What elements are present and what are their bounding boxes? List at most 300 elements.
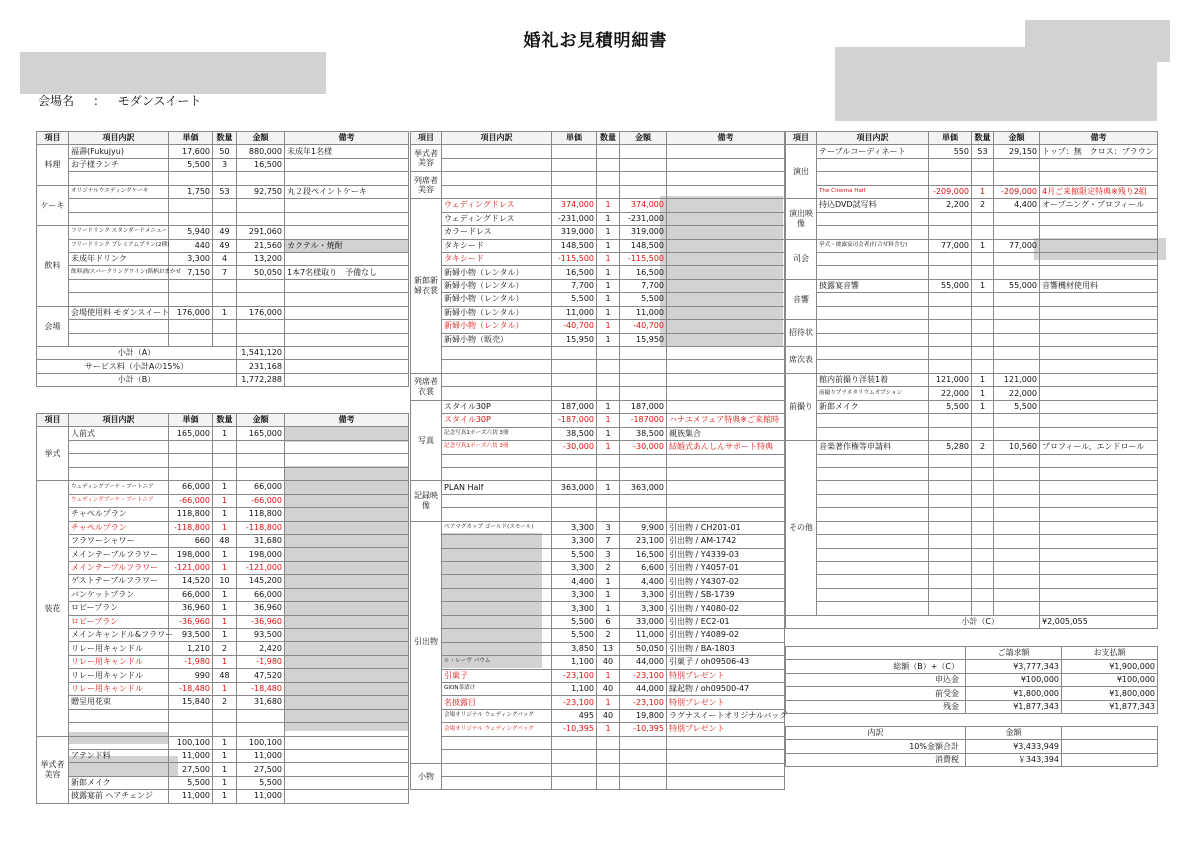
quantity: 1 [213,427,237,440]
table-row [411,709,785,722]
note: 特別プレゼント [667,723,785,736]
quantity [972,602,994,615]
item-detail: 名披露目 [442,696,552,709]
item-detail: スタイル30P [442,414,552,427]
item-detail [817,575,929,588]
quantity: 2 [972,441,994,454]
item-detail [442,145,552,158]
note [285,790,409,803]
item-detail: ゲストテーブルフラワー [69,575,169,588]
unit-price: 198,000 [169,548,213,561]
item-detail: 飲料酒/スパークリングワイン(銘柄おまかせ [69,266,169,279]
table-row [37,790,409,803]
amount: 44,000 [620,682,667,695]
quantity: 1 [597,400,620,413]
category-cell: 挙式者美容 [37,736,69,803]
quantity: 1 [597,226,620,239]
table-row [786,360,1158,373]
header-item: 項目 [786,132,817,145]
note [285,320,409,333]
unit-price: 3,300 [552,535,597,548]
amount [994,347,1040,360]
item-detail: ウェディングドレス [442,212,552,225]
unit-price [552,467,597,480]
table-row [411,306,785,319]
unit-price [552,750,597,763]
category-cell: 前撮り [786,373,817,440]
category-cell: 演出 [786,145,817,199]
quantity [597,387,620,400]
table-row [411,252,785,265]
header-detail: 項目内訳 [69,414,169,427]
note: 引出物 / Y4089-02 [667,629,785,642]
unit-price: 1,100 [552,656,597,669]
quantity: 3 [597,521,620,534]
note [1040,535,1158,548]
item-detail [442,642,552,655]
quantity [597,185,620,198]
item-detail [817,293,929,306]
unit-price: 100,100 [169,736,213,749]
note [1040,347,1158,360]
item-detail [817,467,929,480]
unit-price [169,467,213,480]
header-invoice-amount: ご請求額 [966,647,1062,660]
note: 引出物 / CH201-01 [667,521,785,534]
item-detail [817,212,929,225]
header-note: 備考 [285,414,409,427]
amount [994,562,1040,575]
note [285,763,409,776]
unit-price: 5,500 [169,776,213,789]
unit-price [929,494,972,507]
quantity: 1 [597,239,620,252]
header-unit-price: 単価 [929,132,972,145]
document-title: 婚礼お見積明細書 [523,31,668,51]
amount [620,750,667,763]
deposit-row [786,673,1158,686]
quantity [213,723,237,736]
table-row [411,373,785,386]
table-row [411,562,785,575]
unit-price: 3,300 [552,562,597,575]
unit-price: -209,000 [929,185,972,198]
table-row [411,360,785,373]
unit-price: -10,395 [552,723,597,736]
note [285,212,409,225]
amount [237,199,285,212]
header-detail: 項目内訳 [442,132,552,145]
note [1040,467,1158,480]
amount [620,360,667,373]
amount [620,172,667,185]
amount [620,494,667,507]
quantity [597,454,620,467]
unit-price: 14,520 [169,575,213,588]
amount [237,723,285,736]
table-row [411,777,785,790]
header-qty: 数量 [213,132,237,145]
estimate-table-ceremony-body [37,427,409,803]
note [1040,212,1158,225]
header-item: 項目 [37,132,69,145]
table-row [786,226,1158,239]
unit-price: -115,500 [552,252,597,265]
item-detail: メインテーブルフラワー [69,561,169,574]
item-detail [817,562,929,575]
table-row [786,548,1158,561]
table-row [37,199,409,212]
unit-price [169,454,213,467]
table-row [37,320,409,333]
quantity [972,226,994,239]
note [667,454,785,467]
header-tax-amount: 金額 [966,727,1062,740]
note [285,521,409,534]
table-row [786,400,1158,413]
unit-price [552,158,597,171]
note: 結婚式あんしんサポート特典 [667,441,785,454]
balance-label: 残金 [786,700,966,713]
unit-price [929,467,972,480]
amount: -18,480 [237,682,285,695]
quantity [213,279,237,292]
subtotal-label: 小計（A） [37,347,237,360]
unit-price [929,333,972,346]
quantity: 1 [213,602,237,615]
table-row [37,440,409,453]
item-detail [69,736,169,749]
amount: -115,500 [620,252,667,265]
item-detail [69,279,169,292]
item-detail [442,750,552,763]
table-row [411,763,785,776]
table-row [411,535,785,548]
quantity: 40 [597,656,620,669]
table-row [411,467,785,480]
quantity [972,427,994,440]
amount [994,467,1040,480]
item-detail: 新婦小物（レンタル） [442,279,552,292]
unit-price: -40,700 [552,320,597,333]
quantity [972,535,994,548]
quantity [597,145,620,158]
quantity: 53 [972,145,994,158]
table-row [411,642,785,655]
item-detail: 贈呈用花束 [69,696,169,709]
quantity: 1 [213,749,237,762]
category-cell: 席次表 [786,347,817,374]
table-row [786,481,1158,494]
amount: 93,500 [237,629,285,642]
quantity [597,172,620,185]
item-detail: GION茶漬け [442,682,552,695]
table-row [786,212,1158,225]
quantity [213,320,237,333]
amount: 16,500 [620,266,667,279]
quantity: 1 [597,669,620,682]
quantity: 1 [597,414,620,427]
quantity [972,508,994,521]
unit-price [929,293,972,306]
amount: -23,100 [620,669,667,682]
amount: 50,050 [620,642,667,655]
unit-price [552,347,597,360]
taxable-total-label: 10%金額合計 [786,740,966,753]
amount [994,521,1040,534]
table-row [37,749,409,762]
table-row [786,441,1158,454]
quantity [597,750,620,763]
table-row [411,602,785,615]
table-row [37,454,409,467]
table-row [37,252,409,265]
quantity [213,199,237,212]
amount: 374,000 [620,199,667,212]
quantity [597,736,620,749]
note [285,642,409,655]
quantity: 53 [213,185,237,198]
note [1040,306,1158,319]
note [667,212,785,225]
amount [237,279,285,292]
amount [620,467,667,480]
category-cell: 挙式 [37,427,69,481]
estimate-table-production [785,131,1158,629]
amount: 100,100 [237,736,285,749]
unit-price: 121,000 [929,373,972,386]
unit-price [169,293,213,306]
amount [994,414,1040,427]
table-row [37,494,409,507]
table-row [411,629,785,642]
quantity [972,266,994,279]
note [667,467,785,480]
amount: -1,980 [237,655,285,668]
unit-price: 15,950 [552,333,597,346]
unit-price: 2,200 [929,199,972,212]
note: 引出物 / EC2-01 [667,615,785,628]
item-detail: 会場オリジナル ウェディングバッグ [442,709,552,722]
note [285,172,409,185]
note: トップ：無 クロス：ブラウン [1040,145,1158,158]
quantity: 1 [213,682,237,695]
note [1040,548,1158,561]
unit-price [929,320,972,333]
table-row [37,467,409,480]
category-cell: 挙式者美容 [411,145,442,172]
unit-price: -23,100 [552,669,597,682]
table-row [411,575,785,588]
table-row [37,669,409,682]
quantity [597,373,620,386]
unit-price: -231,000 [552,212,597,225]
amount: -118,800 [237,521,285,534]
unit-price: 148,500 [552,239,597,252]
subtotal-row [786,615,1158,628]
item-detail: 新婦小物（レンタル） [442,320,552,333]
amount [994,158,1040,171]
amount [620,145,667,158]
table-row [37,508,409,521]
quantity: 7 [213,266,237,279]
note [667,185,785,198]
quantity [213,454,237,467]
item-detail [817,414,929,427]
item-detail [817,158,929,171]
quantity: 1 [597,212,620,225]
item-detail: 前撮りプラネタリウムオプション [817,387,929,400]
estimate-table-production-body [786,145,1158,615]
category-cell: その他 [786,441,817,616]
unit-price [552,172,597,185]
amount: 31,680 [237,696,285,709]
unit-price: 38,500 [552,427,597,440]
note [667,279,785,292]
note [667,320,785,333]
category-cell: 引出物 [411,521,442,763]
amount: 21,560 [237,239,285,252]
table-row [411,548,785,561]
quantity [972,320,994,333]
quantity: 1 [597,199,620,212]
unit-price: -66,000 [169,494,213,507]
quantity: 1 [213,629,237,642]
quantity: 1 [597,427,620,440]
note [667,347,785,360]
unit-price: 27,500 [169,763,213,776]
note: 引出物 / SB-1739 [667,588,785,601]
quantity: 2 [597,629,620,642]
amount [620,736,667,749]
note [667,373,785,386]
consumption-tax-value: ￥343,394 [966,753,1062,766]
note [1040,387,1158,400]
item-detail: タキシード [442,239,552,252]
table-row [786,454,1158,467]
subtotal-value: 1,541,120 [237,347,285,360]
subtotal-label: 小計（B） [37,373,237,386]
item-detail [69,212,169,225]
table-row [411,494,785,507]
header-detail: 項目内訳 [69,132,169,145]
header-note: 備考 [667,132,785,145]
note [285,293,409,306]
item-detail [442,347,552,360]
note [285,736,409,749]
table-row [37,534,409,547]
item-detail [442,172,552,185]
amount [237,333,285,346]
tax-table [785,726,1158,767]
note [285,669,409,682]
item-detail: メインキャンドル&フラワー [69,629,169,642]
item-detail [69,467,169,480]
table-row [37,293,409,306]
header-item: 項目 [411,132,442,145]
item-detail: リレー用キャンドル [69,655,169,668]
item-detail: 音楽著作権等申請料 [817,441,929,454]
unit-price: 5,500 [169,158,213,171]
quantity [597,508,620,521]
unit-price: 93,500 [169,629,213,642]
quantity: 1 [213,306,237,319]
unit-price [929,252,972,265]
note: 4月ご来館限定特典※残り2組 [1040,185,1158,198]
amount: -40,700 [620,320,667,333]
amount [237,320,285,333]
table-row [786,562,1158,575]
service-charge-row [37,360,409,373]
amount [994,333,1040,346]
redaction-box [1025,20,1170,62]
unit-price [929,306,972,319]
note [285,602,409,615]
item-detail: 未成年ドリンク [69,252,169,265]
quantity [972,172,994,185]
amount [620,185,667,198]
unit-price: 4,400 [552,575,597,588]
quantity [213,212,237,225]
quantity: 1 [597,696,620,709]
table-row [37,763,409,776]
totals-table [785,646,1158,714]
unit-price: 7,700 [552,279,597,292]
table-row [37,561,409,574]
unit-price: 16,500 [552,266,597,279]
unit-price: -118,800 [169,521,213,534]
note [667,145,785,158]
note [1040,239,1158,252]
table-row [411,279,785,292]
unit-price: 55,000 [929,279,972,292]
header-unit-price: 単価 [552,132,597,145]
item-detail: 披露宴前 ヘアチェンジ [69,790,169,803]
table-row [786,588,1158,601]
amount [620,387,667,400]
balance-payment: ¥1,877,343 [1062,700,1158,713]
quantity: 1 [213,763,237,776]
quantity: 10 [213,575,237,588]
table-row [37,185,409,198]
amount: 880,000 [237,145,285,158]
unit-price: -18,480 [169,682,213,695]
unit-price: 3,300 [552,521,597,534]
note [285,615,409,628]
item-detail [817,266,929,279]
quantity: 1 [597,279,620,292]
table-row [411,669,785,682]
note [285,709,409,722]
deposit-label: 申込金 [786,673,966,686]
item-detail [442,548,552,561]
amount: 38,500 [620,427,667,440]
unit-price [929,548,972,561]
amount [237,454,285,467]
quantity: 1 [972,373,994,386]
item-detail [442,158,552,171]
header-note: 備考 [285,132,409,145]
item-detail: 新郎メイク [817,400,929,413]
quantity [972,588,994,601]
unit-price [929,414,972,427]
note [1040,588,1158,601]
unit-price: 5,940 [169,226,213,239]
unit-price [929,454,972,467]
category-cell: 列席者美容 [411,172,442,199]
item-detail: 人前式 [69,427,169,440]
unit-price: 5,500 [552,548,597,561]
